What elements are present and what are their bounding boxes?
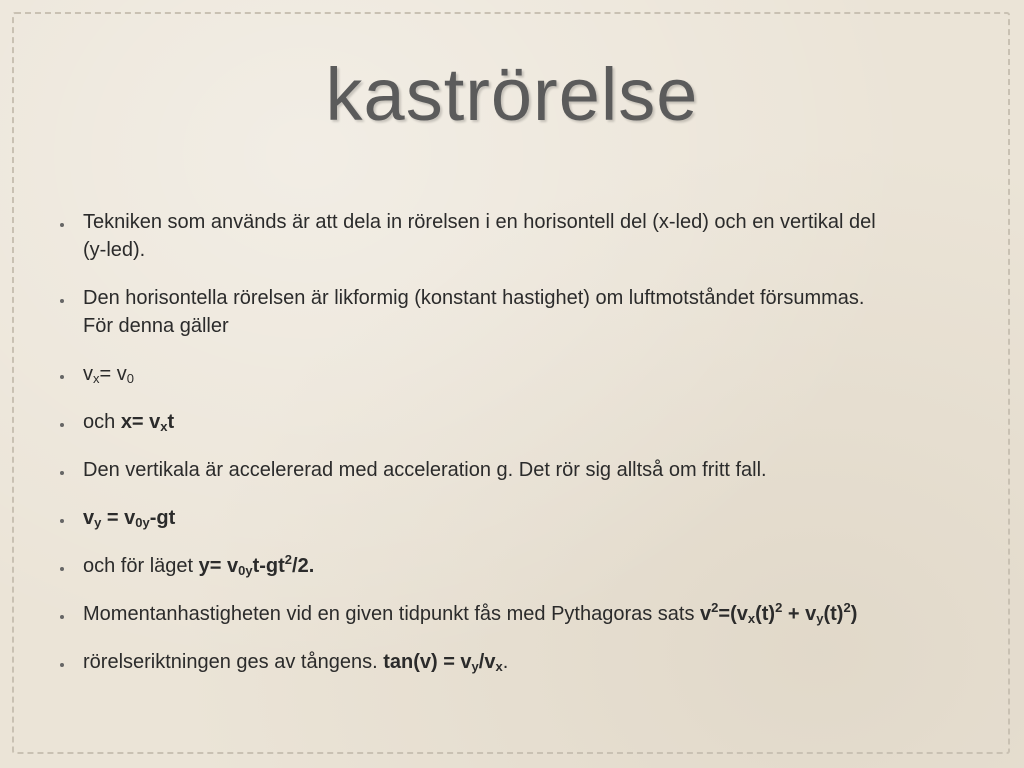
bullet-x-formula — [60, 408, 980, 436]
bullet-vertical-motion — [60, 456, 980, 484]
bullet-text: Den horisontella rörelsen är likformig (konstant hastighet) om luftmotståndet försummas. — [83, 287, 865, 309]
formula-text: tan(v) = v — [383, 651, 472, 673]
bullet-text: Tekniken som används är att dela in rörelsen i en horisontell del (x-led) och en vertikal del — [83, 211, 876, 233]
bullet-dot — [60, 299, 64, 303]
bullet-list — [60, 208, 980, 696]
subscript: x — [747, 611, 756, 626]
formula-text: =(v — [718, 603, 748, 625]
bullet-dot — [60, 471, 64, 475]
formula-text: ) — [850, 603, 858, 625]
superscript: 2 — [843, 600, 851, 615]
bullet-dot — [60, 567, 64, 571]
bullet-direction — [60, 648, 980, 676]
subscript: x — [93, 371, 100, 386]
superscript: 2 — [775, 600, 783, 615]
bullet-vx-formula — [60, 360, 980, 388]
bullet-text: För denna gäller — [83, 315, 229, 337]
formula-text: = v — [99, 363, 127, 385]
bullet-text: och för läget — [83, 555, 199, 577]
bullet-text: (y-led). — [83, 239, 146, 261]
superscript: 2 — [711, 600, 719, 615]
bullet-dot — [60, 423, 64, 427]
formula-text: v — [700, 603, 712, 625]
bullet-dot — [60, 615, 64, 619]
formula-text: /2. — [292, 555, 315, 577]
subscript: 0y — [238, 563, 253, 578]
formula-text: v — [83, 363, 93, 385]
formula-text: t — [167, 411, 175, 433]
subscript: 0 — [126, 371, 134, 386]
formula-text: /v — [478, 651, 496, 673]
bullet-dot — [60, 375, 64, 379]
superscript: 2 — [284, 552, 293, 567]
bullet-text: rörelseriktningen ges av tångens. — [83, 651, 384, 673]
formula-text: (t) — [755, 603, 776, 625]
bullet-instant-speed — [60, 600, 980, 628]
bullet-y-position — [60, 552, 980, 580]
formula-text: t-gt — [252, 555, 285, 577]
bullet-vy-formula — [60, 504, 980, 532]
bullet-dot — [60, 663, 64, 667]
subscript: y — [816, 611, 824, 626]
bullet-technique — [60, 208, 980, 264]
subscript: y — [94, 515, 102, 530]
formula-text: (t) — [823, 603, 844, 625]
subscript: x — [160, 419, 168, 434]
bullet-horizontal-motion — [60, 284, 980, 340]
formula-text: . — [502, 651, 509, 673]
formula-text: -gt — [149, 507, 176, 529]
formula-text: v — [83, 507, 95, 529]
bullet-dot — [60, 519, 64, 523]
formula-text: + v — [782, 603, 817, 625]
slide-title: kaströrelse — [325, 53, 699, 136]
subscript: x — [495, 659, 503, 674]
bullet-text: Momentanhastigheten vid en given tidpunkt fås med Pythagoras sats — [83, 603, 701, 625]
subscript: 0y — [135, 515, 150, 530]
bullet-text: och — [83, 411, 121, 433]
formula-text: = v — [101, 507, 136, 529]
formula-text: y= v — [198, 555, 239, 577]
bullet-text: Den vertikala är accelererad med acceleration g. Det rör sig alltså om fritt fall. — [83, 459, 767, 481]
bullet-dot — [60, 223, 64, 227]
subscript: y — [471, 659, 479, 674]
formula-text: x= v — [120, 411, 161, 433]
